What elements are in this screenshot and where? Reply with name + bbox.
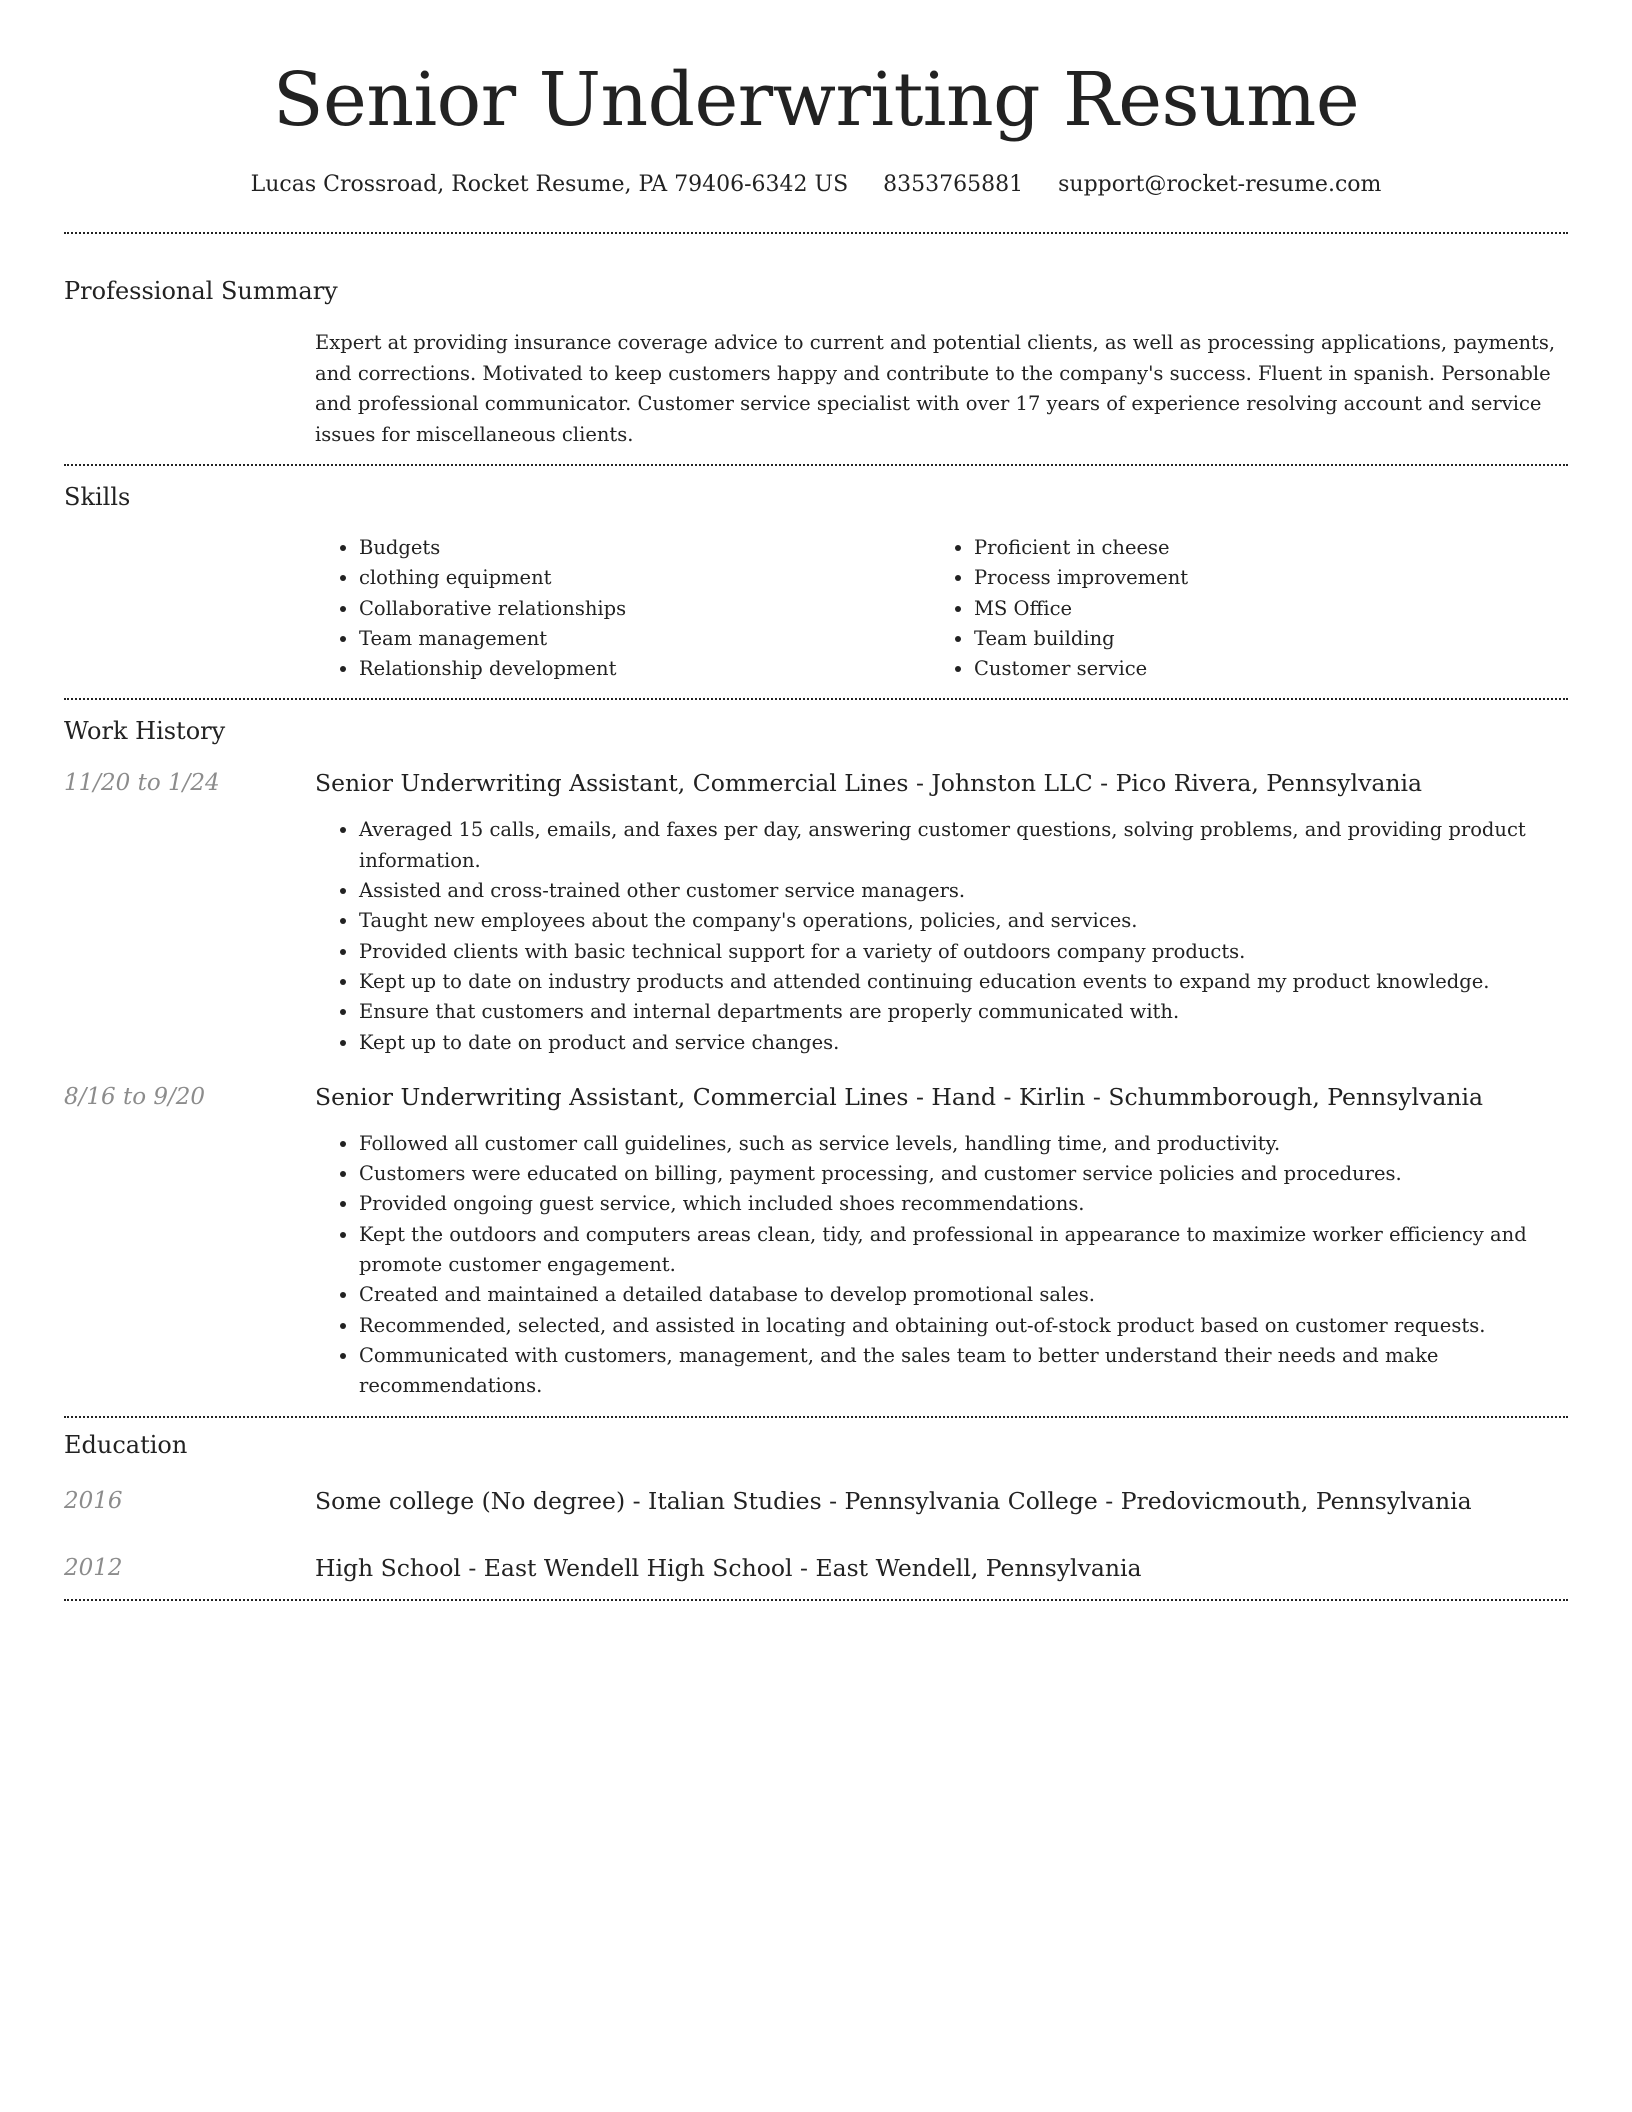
resume-page — [64, 0, 1568, 1601]
skills-column-right — [930, 533, 1502, 684]
separator: - — [915, 769, 932, 798]
skill-item: • Team management — [359, 624, 930, 654]
job-bullet: • Created and maintained a detailed database to develop promotional sales. — [359, 1280, 1568, 1310]
job-role: Senior Underwriting Assistant, Commercial Lines — [315, 769, 909, 798]
separator: - — [915, 1082, 932, 1111]
contact-address: Lucas Crossroad, Rocket Resume, PA 79406-6342 US — [250, 172, 849, 197]
job-company: Johnston LLC — [931, 769, 1093, 798]
job-bullets — [315, 815, 1568, 1057]
separator: - — [1092, 1082, 1109, 1111]
job-bullet: • Customers were educated on billing, payment processing, and customer service policies and procedures. — [359, 1159, 1568, 1189]
separator: - — [632, 1486, 649, 1515]
job-bullet: • Followed all customer call guidelines, such as service levels, handling time, and productivity. — [359, 1129, 1568, 1159]
job-bullet: • Provided ongoing guest service, which included shoes recommendations. — [359, 1189, 1568, 1219]
education-school: Pennsylvania College — [844, 1486, 1098, 1515]
job-bullet: • Provided clients with basic technical support for a variety of outdoors company products. — [359, 937, 1568, 967]
education-degree: High School — [315, 1553, 461, 1582]
education-heading — [315, 1553, 1142, 1583]
job-bullet: • Kept up to date on industry products and attended continuing education events to expand my product knowledge. — [359, 967, 1568, 997]
job-bullet: • Assisted and cross-trained other customer service managers. — [359, 876, 1568, 906]
skill-item: • Budgets — [359, 533, 930, 563]
job-bullet: • Recommended, selected, and assisted in locating and obtaining out-of-stock product based on customer requests. — [359, 1311, 1568, 1341]
education-school: East Wendell High School — [483, 1553, 793, 1582]
education-field: Italian Studies — [648, 1486, 822, 1515]
skill-item: • MS Office — [974, 594, 1502, 624]
divider — [64, 464, 1568, 466]
education-location: Predovicmouth, Pennsylvania — [1120, 1486, 1472, 1515]
skill-item: • Relationship development — [359, 654, 930, 684]
section-title-work-history: Work History — [64, 717, 226, 746]
skills-list — [315, 533, 1568, 684]
job-dates: 8/16 to 9/20 — [64, 1083, 206, 1110]
section-title-education: Education — [64, 1430, 188, 1459]
section-title-summary: Professional Summary — [64, 277, 338, 305]
contact-email: support@rocket-resume.com — [1058, 172, 1382, 197]
divider — [64, 1416, 1568, 1418]
job-bullet: • Averaged 15 calls, emails, and faxes per day, answering customer questions, solving problems, and providing product information. — [359, 815, 1568, 876]
job-heading — [315, 1082, 1568, 1112]
separator: - — [1100, 769, 1116, 798]
job-bullet: • Kept up to date on product and service changes. — [359, 1028, 1568, 1058]
divider — [64, 698, 1568, 700]
education-degree: Some college (No degree) — [315, 1486, 626, 1515]
skill-item: • Process improvement — [974, 563, 1502, 593]
contact-phone: 8353765881 — [883, 172, 1024, 197]
separator: - — [468, 1553, 484, 1582]
job-company: Hand - Kirlin — [931, 1082, 1086, 1111]
contact-line — [64, 168, 1568, 202]
job-dates: 11/20 to 1/24 — [64, 770, 220, 797]
resume-title: Senior Underwriting Resume — [272, 57, 1360, 143]
job-heading — [315, 768, 1568, 798]
education-entry — [64, 1553, 1568, 1583]
job-location: Schummborough, Pennsylvania — [1108, 1082, 1484, 1111]
education-location: East Wendell, Pennsylvania — [815, 1553, 1142, 1582]
separator: - — [1105, 1486, 1121, 1515]
section-title-skills: Skills — [64, 483, 131, 511]
skill-item: • Team building — [974, 624, 1502, 654]
job-bullet: • Taught new employees about the company's operations, policies, and services. — [359, 906, 1568, 936]
education-year: 2016 — [64, 1487, 123, 1514]
job-details — [315, 768, 1568, 1057]
job-bullet: • Ensure that customers and internal departments are properly communicated with. — [359, 997, 1568, 1027]
skill-item: • Customer service — [974, 654, 1502, 684]
job-bullets — [315, 1129, 1568, 1402]
job-role: Senior Underwriting Assistant, Commercial Lines — [315, 1082, 909, 1111]
job-bullet: • Communicated with customers, management, and the sales team to better understand their needs and make recommendations. — [359, 1341, 1568, 1402]
separator: - — [800, 1553, 816, 1582]
job-entry — [64, 768, 1568, 1057]
job-bullet: • Kept the outdoors and computers areas clean, tidy, and professional in appearance to maximize worker efficiency and promote customer engagement. — [359, 1220, 1568, 1281]
skills-column-left — [315, 533, 930, 684]
job-entry — [64, 1082, 1568, 1402]
summary-text: Expert at providing insurance coverage advice to current and potential clients, as well as processing applications, payments, and corrections. Motivated to keep customers happy and contribute to the company's success. Fluent in spanish. Personable and professional communicator. Customer service specialist with over 17 years of experience resolving account and service issues for miscellaneous clients. — [315, 331, 1556, 446]
education-year: 2012 — [64, 1554, 123, 1581]
separator: - — [829, 1486, 845, 1515]
divider — [64, 232, 1568, 234]
job-details — [315, 1082, 1568, 1402]
job-location: Pico Rivera, Pennsylvania — [1115, 769, 1423, 798]
education-entry — [64, 1486, 1568, 1516]
skill-item: • Collaborative relationships — [359, 594, 930, 624]
divider — [64, 1599, 1568, 1601]
education-heading — [315, 1486, 1472, 1516]
skill-item: • clothing equipment — [359, 563, 930, 593]
skill-item: • Proficient in cheese — [974, 533, 1502, 563]
